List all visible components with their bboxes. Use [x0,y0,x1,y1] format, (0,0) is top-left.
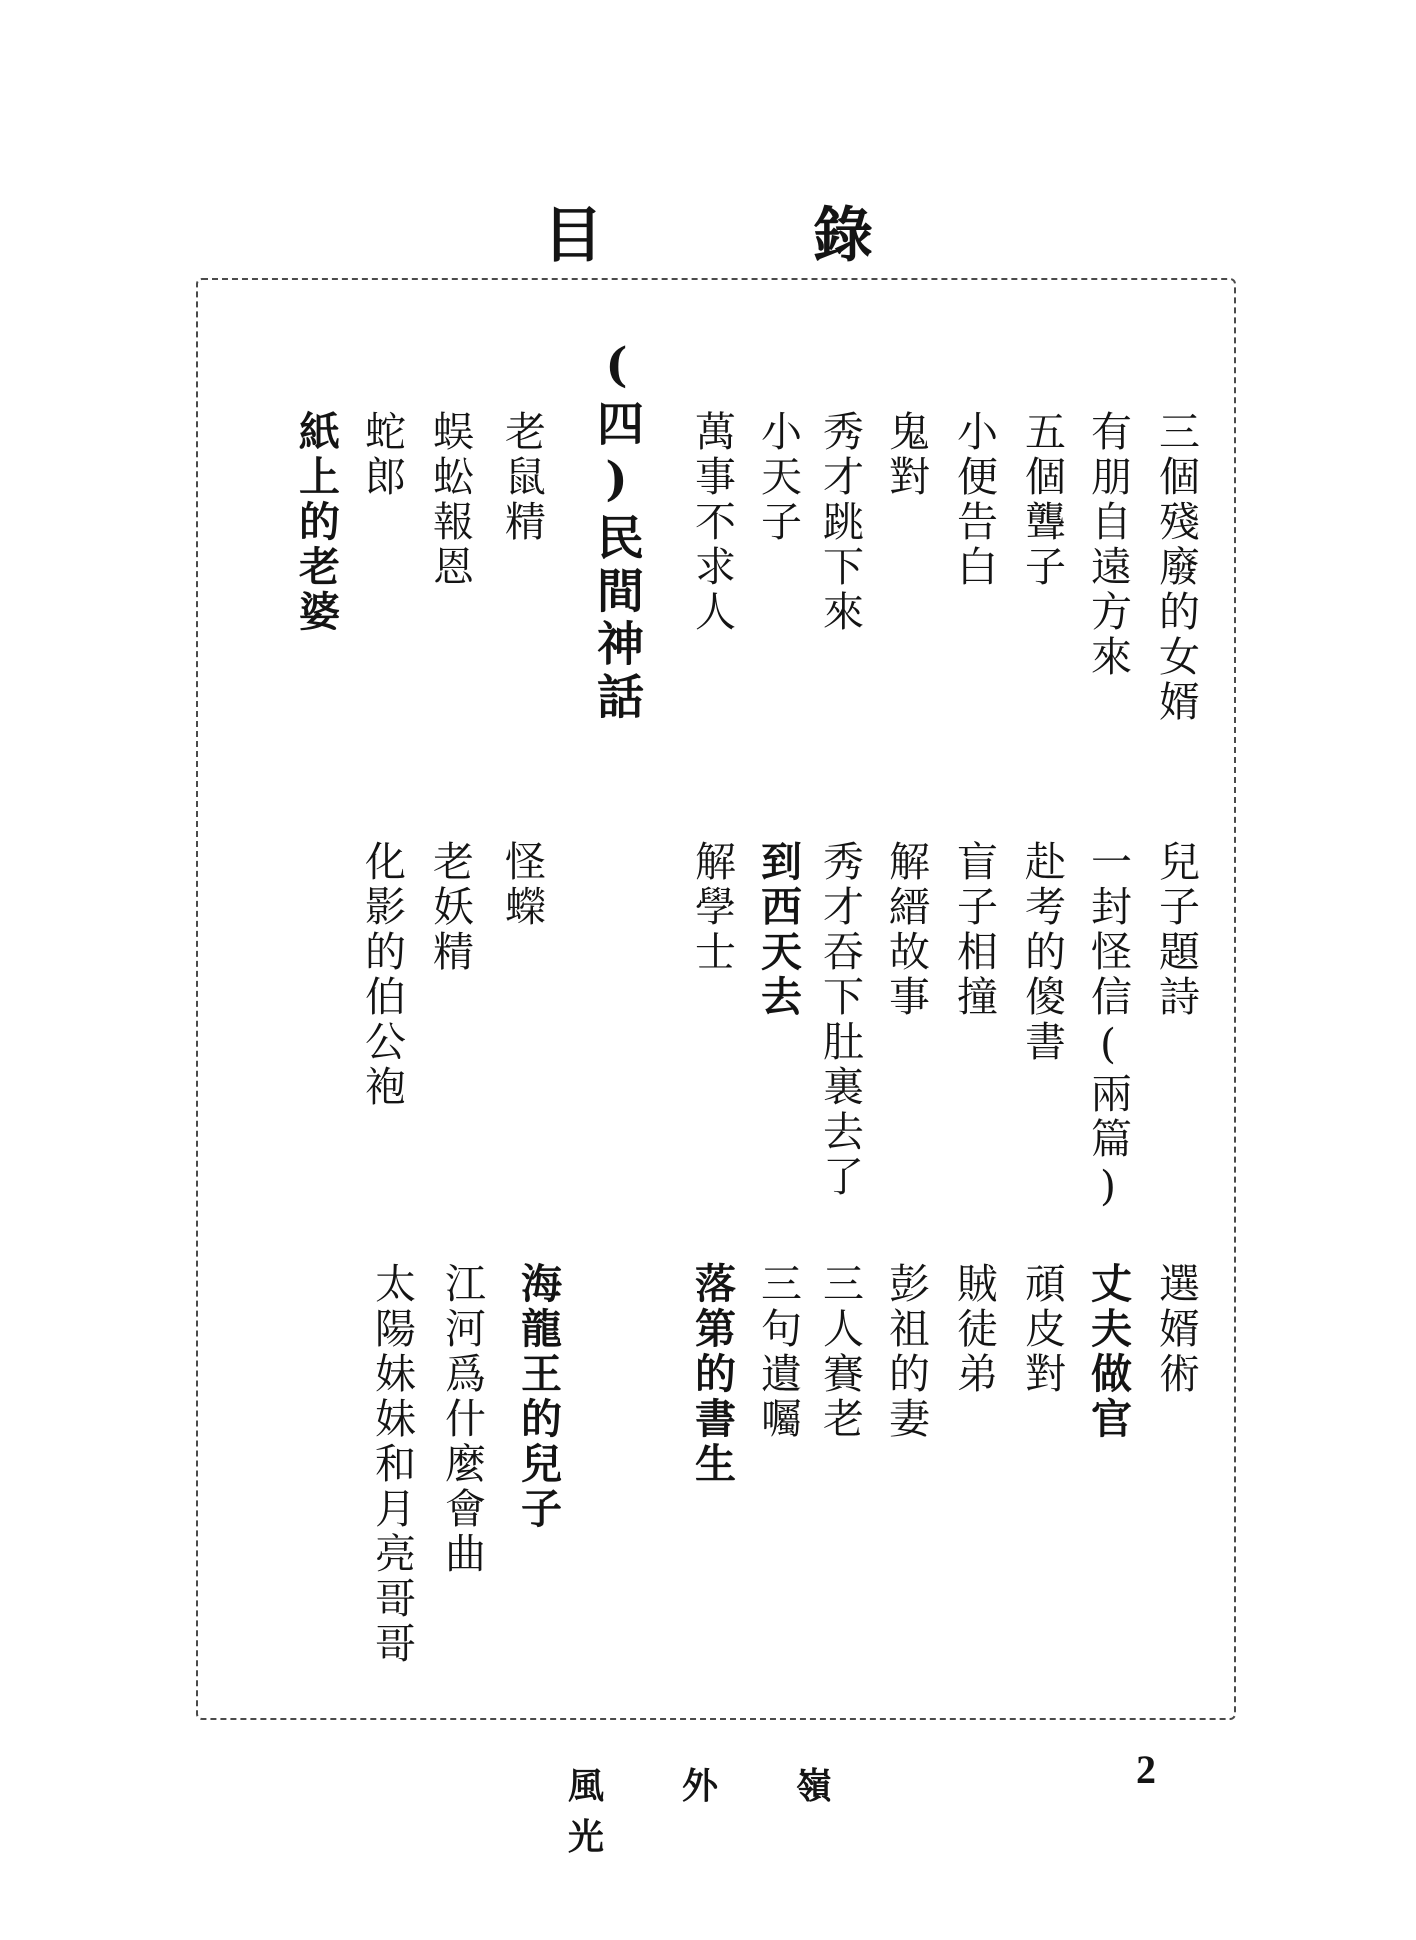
toc-entry: 一封怪信(兩篇) [1084,840,1132,1214]
page-number: 2 [1136,1747,1156,1792]
toc-entry: 選婿術 [1152,1262,1200,1397]
toc-entry: 三句遺囑 [754,1262,802,1442]
toc-entry: 三人賽老 [816,1262,864,1442]
toc-entry: 丈夫做官 [1084,1262,1132,1442]
page-title: 目錄 [543,201,1083,271]
toc-entry: 赴考的傻書 [1018,840,1066,1065]
toc-entry: 怪蠑 [498,840,546,930]
toc-entry: 小便告白 [950,410,998,590]
toc-entry: 蛇郎 [358,410,406,500]
toc-entry: 盲子相撞 [950,840,998,1020]
toc-entry: 小天子 [754,410,802,545]
toc-entry: 頑皮對 [1018,1262,1066,1397]
toc-entry: 解學士 [688,840,736,975]
toc-entry: 秀才跳下來 [816,410,864,635]
toc-entry: 五個聾子 [1018,410,1066,590]
toc-entry: 鬼對 [882,410,930,500]
toc-entry: 老鼠精 [498,410,546,545]
toc-entry: 三個殘廢的女婿 [1152,410,1200,725]
footer-book-title: 嶺外風光 [568,1765,911,1858]
toc-entry: 解縉故事 [882,840,930,1020]
toc-entry: 江河爲什麼會曲 [438,1262,486,1577]
toc-entry: 兒子題詩 [1152,840,1200,1020]
toc-entry: 太陽妹妹和月亮哥哥 [368,1262,416,1667]
toc-entry: 落第的書生 [688,1262,736,1487]
section-heading: (四)民間神話 [589,338,644,725]
toc-entry: 到西天去 [754,840,802,1020]
toc-entry: 萬事不求人 [688,410,736,635]
toc-entry: 蜈蚣報恩 [426,410,474,590]
toc-entry: 賊徒弟 [950,1262,998,1397]
toc-entry: 秀才吞下肚裏去了 [816,840,864,1200]
toc-entry: 有朋自遠方來 [1084,410,1132,680]
toc-entry: 老妖精 [426,840,474,975]
toc-entry: 海龍王的兒子 [514,1262,562,1532]
toc-entry: 化影的伯公袍 [358,840,406,1110]
toc-entry: 紙上的老婆 [292,410,340,635]
toc-entry: 彭祖的妻 [882,1262,930,1442]
